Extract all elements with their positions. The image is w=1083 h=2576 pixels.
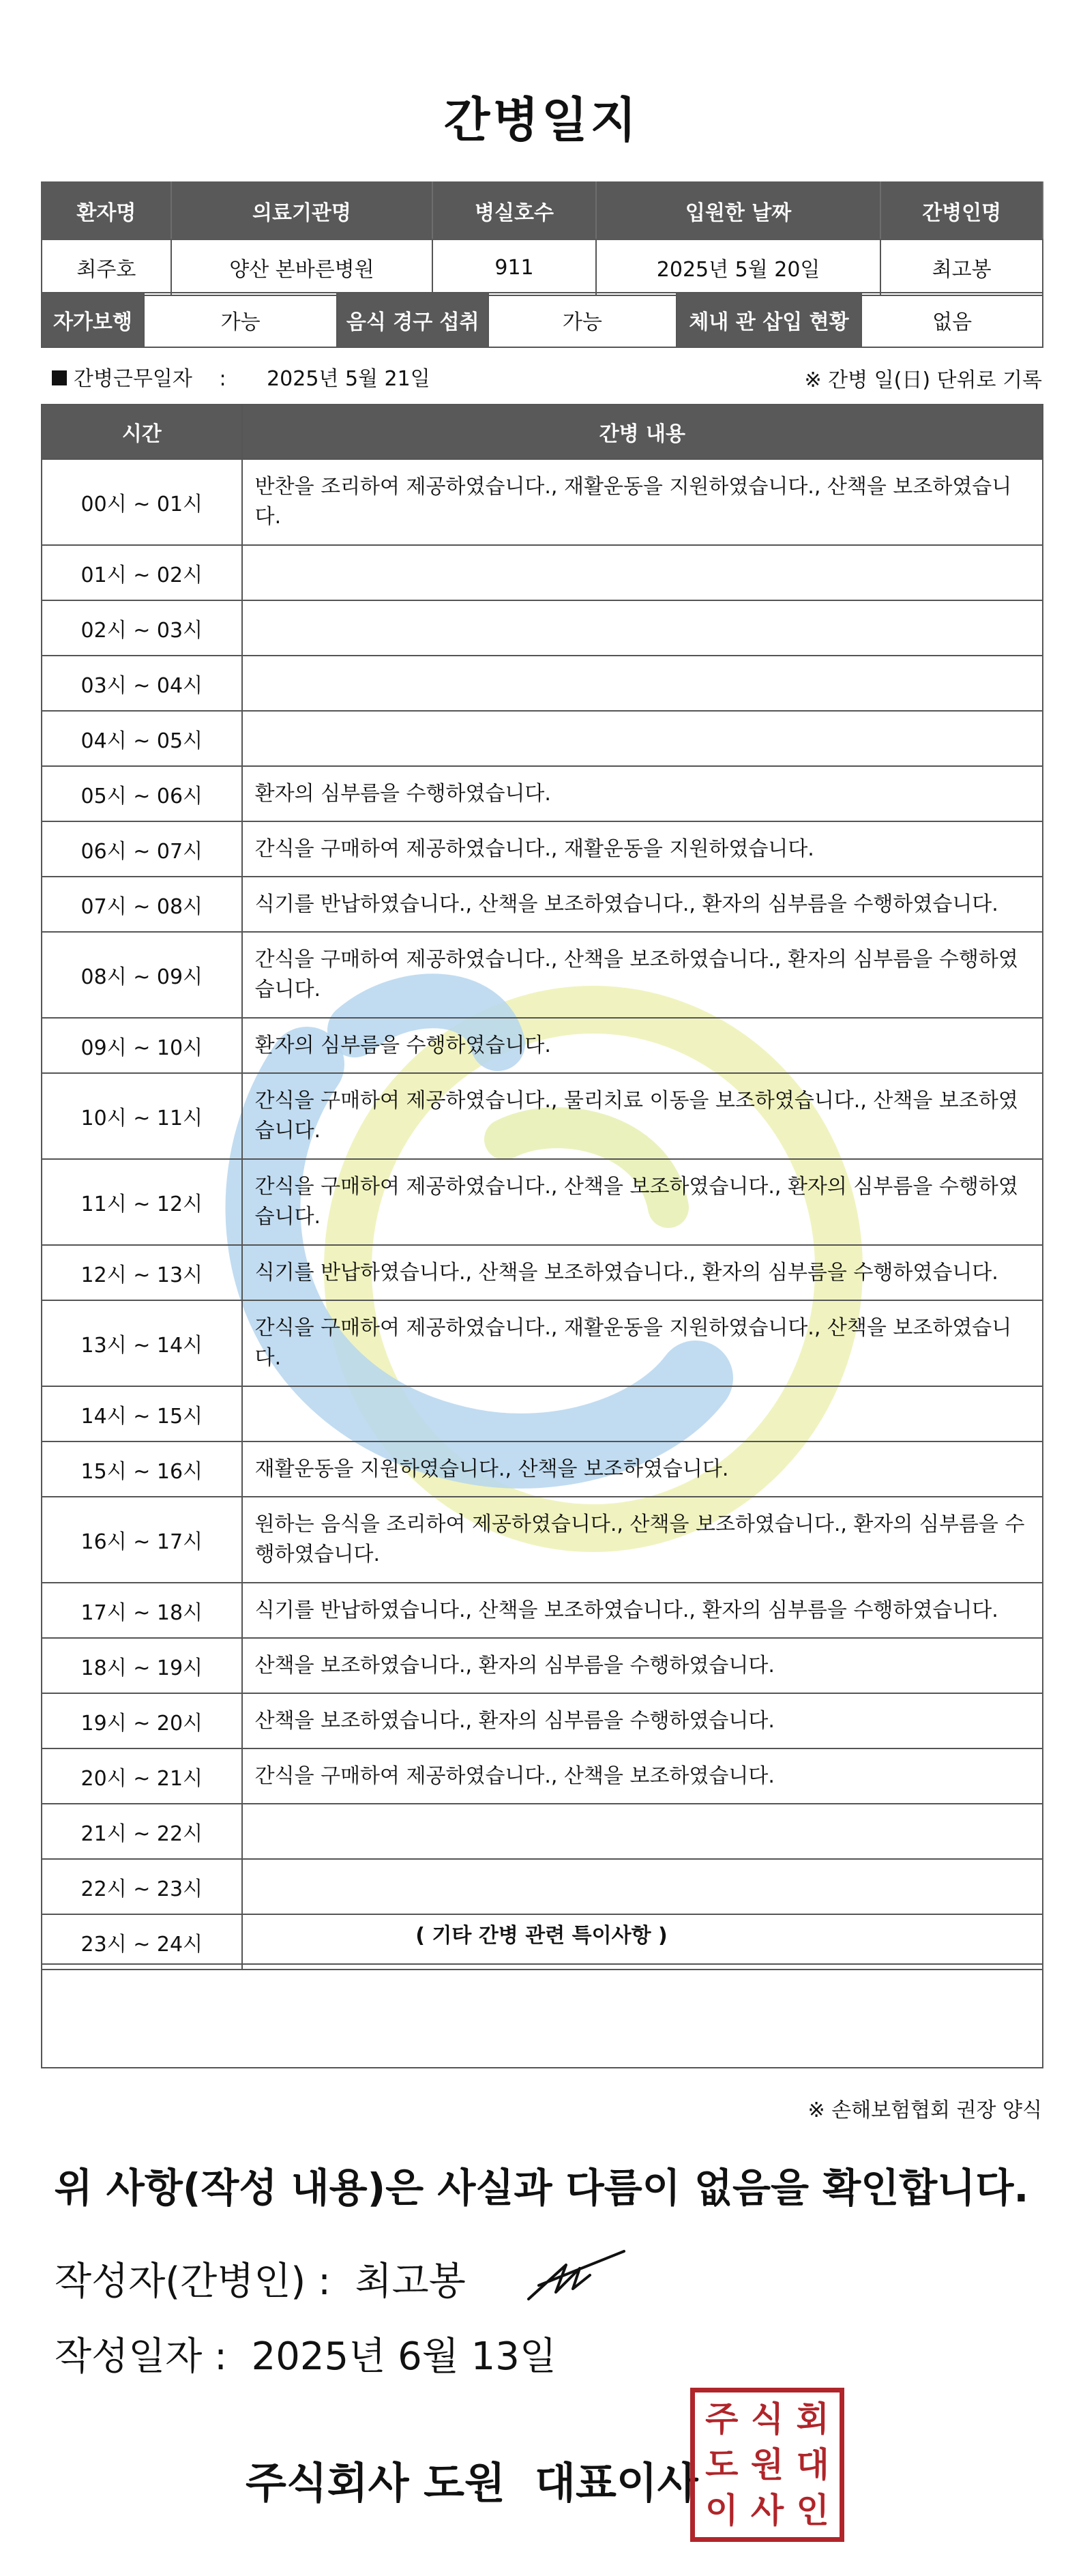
care-log-time: 09시 ~ 10시 (42, 1018, 242, 1073)
writer-label: 작성자(간병인) : (55, 2259, 331, 2304)
seal-char: 인 (796, 2490, 829, 2530)
confirmation-statement: 위 사항(작성 내용)은 사실과 다름이 없음을 확인합니다. (54, 2165, 1029, 2211)
care-log-table (41, 404, 1043, 1970)
oral-intake-value: 가능 (488, 293, 677, 347)
care-log-row (42, 1638, 1043, 1693)
care-log-content: 간식을 구매하여 제공하였습니다., 산책을 보조하였습니다., 환자의 심부름을 수행하였습니다. (242, 1159, 1043, 1245)
care-log-content: 간식을 구매하여 제공하였습니다., 재활운동을 지원하였습니다., 산책을 보조하였습니다. (242, 1300, 1043, 1386)
care-log-row (42, 1583, 1043, 1638)
care-log-row (42, 1441, 1043, 1497)
care-log-row (42, 821, 1043, 877)
header-time: 시간 (42, 405, 242, 459)
header-room-number: 병실호수 (432, 182, 596, 239)
care-log-time: 13시 ~ 14시 (42, 1300, 242, 1386)
seal-char: 대 (796, 2444, 829, 2485)
care-log-content (242, 1386, 1043, 1441)
company-representative: 주식회사 도원 대표이사 (246, 2458, 698, 2508)
care-log-row (42, 545, 1043, 600)
header-caregiver-name: 간병인명 (880, 182, 1043, 239)
care-log-time: 03시 ~ 04시 (42, 656, 242, 711)
etc-title: ( 기타 간병 관련 특이사항 ) (415, 1924, 668, 1948)
work-date-separator: : (219, 367, 226, 391)
care-log-time: 00시 ~ 01시 (42, 459, 242, 545)
care-log-content: 반찬을 조리하여 제공하였습니다., 재활운동을 지원하였습니다., 산책을 보조하였습니다. (242, 459, 1043, 545)
seal-char: 사 (750, 2490, 784, 2530)
care-log-row (42, 877, 1043, 932)
care-log-content: 식기를 반납하였습니다., 산책을 보조하였습니다., 환자의 심부름을 수행하였습니다. (242, 1583, 1043, 1638)
self-care-value: 가능 (144, 293, 338, 347)
care-log-time: 16시 ~ 17시 (42, 1497, 242, 1583)
care-log-row (42, 1859, 1043, 1914)
care-log-time: 10시 ~ 11시 (42, 1073, 242, 1159)
care-log-time: 18시 ~ 19시 (42, 1638, 242, 1693)
company-seal-icon (690, 2388, 844, 2542)
care-log-time: 15시 ~ 16시 (42, 1441, 242, 1497)
care-log-row (42, 1748, 1043, 1804)
etc-notes-box (41, 1963, 1043, 2068)
page-title: 간병일지 (443, 92, 640, 148)
work-date-value: 2025년 5월 21일 (267, 367, 430, 391)
header-patient-name: 환자명 (42, 182, 171, 239)
tube-label: 체내 관 삽입 현황 (677, 293, 862, 347)
care-log-time: 17시 ~ 18시 (42, 1583, 242, 1638)
oral-intake-label: 음식 경구 섭취 (337, 293, 488, 347)
care-log-row (42, 766, 1043, 821)
care-log-content: 산책을 보조하였습니다., 환자의 심부름을 수행하였습니다. (242, 1638, 1043, 1693)
room-number-value: 911 (432, 239, 596, 295)
admission-date-value: 2025년 5월 20일 (596, 239, 880, 295)
care-log-content: 간식을 구매하여 제공하였습니다., 물리치료 이동을 보조하였습니다., 산책을 보조하였습니다. (242, 1073, 1043, 1159)
care-log-content (242, 1859, 1043, 1914)
care-log-row (42, 1804, 1043, 1859)
care-log-time: 11시 ~ 12시 (42, 1159, 242, 1245)
care-log-content (242, 545, 1043, 600)
patient-info-header-row (42, 182, 1043, 239)
care-log-content (242, 656, 1043, 711)
care-log-row (42, 1018, 1043, 1073)
write-date-label: 작성일자 : (55, 2334, 228, 2379)
patient-info-table (41, 181, 1043, 296)
care-log-row (42, 1497, 1043, 1583)
header-hospital-name: 의료기관명 (171, 182, 432, 239)
seal-char: 도 (705, 2444, 739, 2485)
writer-line (55, 2251, 466, 2306)
work-date-note: ※ 간병 일(日) 단위로 기록 (804, 368, 1042, 392)
header-content: 간병 내용 (242, 405, 1043, 459)
write-date-value: 2025년 6월 13일 (251, 2334, 557, 2379)
care-log-time: 02시 ~ 03시 (42, 600, 242, 656)
care-log-time: 19시 ~ 20시 (42, 1693, 242, 1748)
care-log-content: 간식을 구매하여 제공하였습니다., 산책을 보조하였습니다., 환자의 심부름을 수행하였습니다. (242, 932, 1043, 1018)
care-log-row (42, 459, 1043, 545)
care-log-content: 환자의 심부름을 수행하였습니다. (242, 766, 1043, 821)
care-log-row (42, 932, 1043, 1018)
patient-status-table (41, 292, 1043, 348)
care-log-time: 08시 ~ 09시 (42, 932, 242, 1018)
care-log-row (42, 1073, 1043, 1159)
care-log-time: 14시 ~ 15시 (42, 1386, 242, 1441)
writer-name: 최고봉 (355, 2259, 466, 2304)
care-log-row (42, 1386, 1043, 1441)
care-log-time: 01시 ~ 02시 (42, 545, 242, 600)
care-log-content: 산책을 보조하였습니다., 환자의 심부름을 수행하였습니다. (242, 1693, 1043, 1748)
care-log-content (242, 600, 1043, 656)
care-log-time: 05시 ~ 06시 (42, 766, 242, 821)
care-log-content: 간식을 구매하여 제공하였습니다., 재활운동을 지원하였습니다. (242, 821, 1043, 877)
header-admission-date: 입원한 날짜 (596, 182, 880, 239)
hospital-name-value: 양산 본바른병원 (171, 239, 432, 295)
care-log-time: 12시 ~ 13시 (42, 1245, 242, 1300)
patient-name-value: 최주호 (42, 239, 171, 295)
care-log-row (42, 656, 1043, 711)
patient-info-value-row (42, 239, 1043, 295)
care-log-time: 07시 ~ 08시 (42, 877, 242, 932)
write-date-line (55, 2326, 557, 2381)
seal-char: 원 (750, 2444, 784, 2485)
patient-status-row (42, 293, 1043, 347)
recommendation-note: ※ 손해보험협회 권장 양식 (807, 2098, 1042, 2122)
seal-char: 이 (705, 2490, 739, 2530)
care-log-row (42, 600, 1043, 656)
seal-char: 식 (750, 2399, 784, 2440)
seal-char: 회 (796, 2399, 829, 2440)
caregiver-name-value: 최고봉 (880, 239, 1043, 295)
care-log-content: 간식을 구매하여 제공하였습니다., 산책을 보조하였습니다. (242, 1748, 1043, 1804)
care-log-time: 04시 ~ 05시 (42, 711, 242, 766)
care-log-row (42, 711, 1043, 766)
work-date-label: 간병근무일자 (74, 367, 192, 391)
care-log-content: 원하는 음식을 조리하여 제공하였습니다., 산책을 보조하였습니다., 환자의 심부름을 수행하였습니다. (242, 1497, 1043, 1583)
care-log-content (242, 711, 1043, 766)
care-log-time: 23시 ~ 24시 (42, 1914, 242, 1970)
care-log-row (42, 1300, 1043, 1386)
care-log-content: 재활운동을 지원하였습니다., 산책을 보조하였습니다. (242, 1441, 1043, 1497)
care-log-content (242, 1804, 1043, 1859)
care-log-time: 20시 ~ 21시 (42, 1748, 242, 1804)
care-log-row (42, 1693, 1043, 1748)
care-log-header-row (42, 405, 1043, 459)
seal-char: 주 (705, 2399, 739, 2440)
care-log-time: 22시 ~ 23시 (42, 1859, 242, 1914)
care-log-time: 06시 ~ 07시 (42, 821, 242, 877)
care-log-time: 21시 ~ 22시 (42, 1804, 242, 1859)
tube-value: 없음 (861, 293, 1043, 347)
signature-icon (525, 2244, 627, 2306)
work-date-line (52, 362, 430, 392)
care-log-row (42, 1245, 1043, 1300)
black-square-icon (52, 370, 67, 385)
care-log-content: 식기를 반납하였습니다., 산책을 보조하였습니다., 환자의 심부름을 수행하였습니다. (242, 877, 1043, 932)
care-log-content: 식기를 반납하였습니다., 산책을 보조하였습니다., 환자의 심부름을 수행하였습니다. (242, 1245, 1043, 1300)
care-log-row (42, 1159, 1043, 1245)
self-care-label: 자가보행 (42, 293, 144, 347)
care-log-content: 환자의 심부름을 수행하였습니다. (242, 1018, 1043, 1073)
